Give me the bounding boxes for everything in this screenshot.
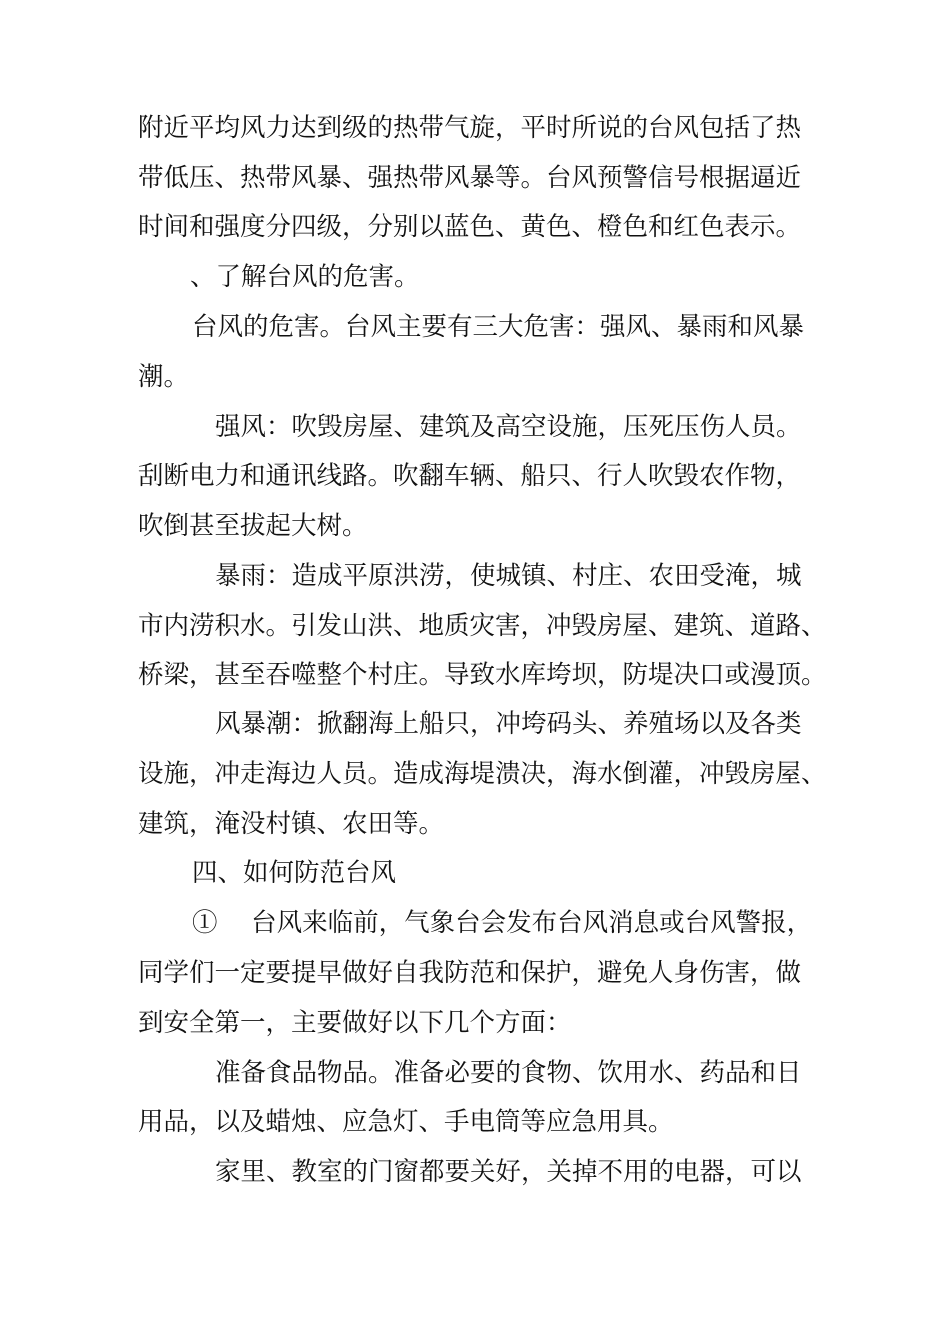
text-line: 市内涝积水。引发山洪、地质灾害，冲毁房屋、建筑、道路、 — [138, 611, 827, 641]
text-line: 同学们一定要提早做好自我防范和保护，避免人身伤害，做 — [138, 958, 802, 988]
text-line: 潮。 — [138, 362, 190, 392]
text-line: 到安全第一，主要做好以下几个方面： — [138, 1008, 572, 1038]
text-line: 吹倒甚至拔起大树。 — [138, 511, 368, 541]
text-line: 用品，以及蜡烛、应急灯、手电筒等应急用具。 — [138, 1107, 674, 1137]
text-line: 风暴潮：掀翻海上船只，冲垮码头、养殖场以及各类 — [215, 709, 802, 739]
text-line: 建筑，淹没村镇、农田等。 — [138, 809, 445, 839]
text-line: 暴雨：造成平原洪涝，使城镇、村庄、农田受淹，城 — [215, 561, 802, 591]
text-line: 家里、教室的门窗都要关好，关掉不用的电器，可以 — [215, 1157, 802, 1187]
section-heading: 四、如何防范台风 — [192, 858, 397, 888]
text-line: 桥梁，甚至吞噬整个村庄。导致水库垮坝，防堤决口或漫顶。 — [138, 660, 827, 690]
text-line: 附近平均风力达到级的热带气旋，平时所说的台风包括了热 — [138, 113, 802, 143]
text-line: 时间和强度分四级，分别以蓝色、黄色、橙色和红色表示。 — [138, 212, 802, 242]
text-line: 强风：吹毁房屋、建筑及高空设施，压死压伤人员。 — [215, 412, 802, 442]
text-line: ① 台风来临前，气象台会发布台风消息或台风警报， — [192, 908, 813, 938]
section-heading: 、了解台风的危害。 — [190, 262, 420, 292]
text-line: 带低压、热带风暴、强热带风暴等。台风预警信号根据逼近 — [138, 163, 802, 193]
text-line: 刮断电力和通讯线路。吹翻车辆、船只、行人吹毁农作物， — [138, 461, 802, 491]
text-line: 设施，冲走海边人员。造成海堤溃决，海水倒灌，冲毁房屋、 — [138, 759, 827, 789]
text-line: 准备食品物品。准备必要的食物、饮用水、药品和日 — [215, 1058, 802, 1088]
text-line: 台风的危害。台风主要有三大危害：强风、暴雨和风暴 — [192, 312, 805, 342]
